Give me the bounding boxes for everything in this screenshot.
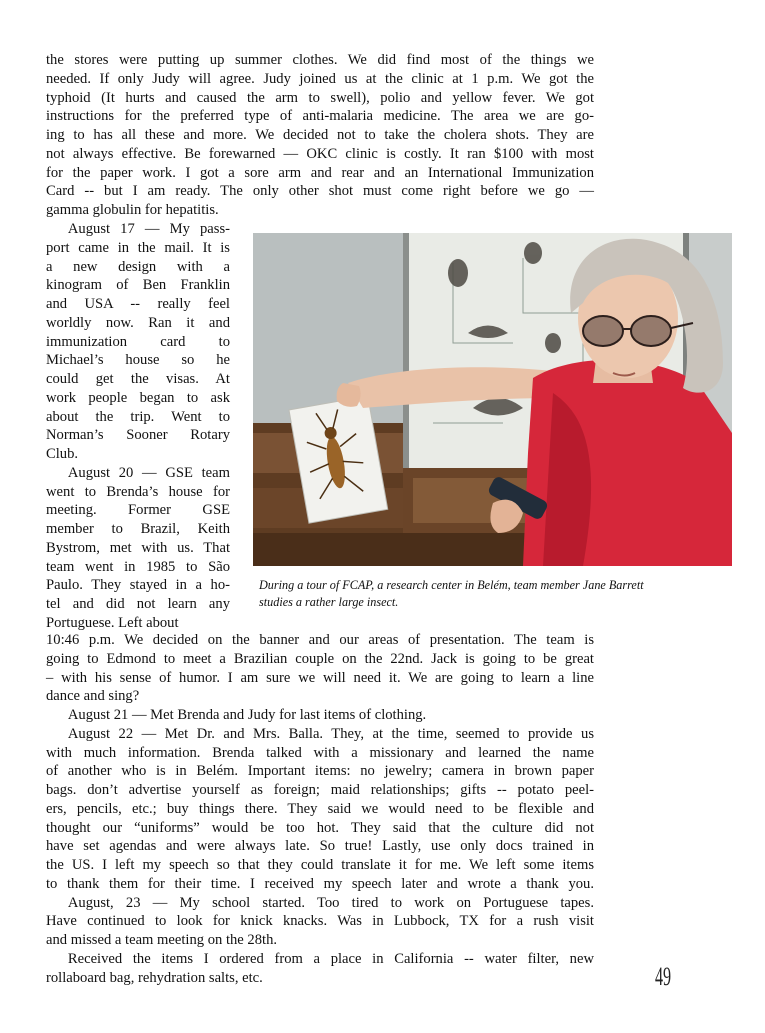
- text-line: Have continued to look for knick knacks. Was in Lubbock, TX for a rush visit: [46, 913, 594, 930]
- text-line: thought our “uniforms” would be too hot. They said that the culture did not: [46, 819, 594, 836]
- text-line: instructions for the preferred type of anti-malaria medicine. The area we are go-: [46, 108, 594, 125]
- text-line: have set agendas and were always late. So true! Lastly, use only docs trained in: [46, 838, 594, 855]
- page-number: 49: [655, 962, 672, 991]
- text-line: Norman’s Sooner Rotary: [46, 427, 230, 444]
- photo-caption: [259, 577, 729, 611]
- caption-line-2: studies a rather large insect.: [259, 595, 399, 609]
- text-line: port came in the mail. It is: [46, 239, 230, 256]
- text-line: Bystrom, met with us. That: [46, 539, 230, 556]
- text-line: meeting. Former GSE: [46, 502, 230, 519]
- text-line: the stores were putting up summer clothes. We did find most of the things we: [46, 52, 594, 68]
- text-line: team went in 1985 to São: [46, 558, 230, 575]
- caption-line-1: During a tour of FCAP, a research center in Belém, team member Jane Barrett: [259, 578, 644, 592]
- text-line: 10:46 p.m. We decided on the banner and our areas of presentation. The team is: [46, 632, 594, 648]
- text-line: went to Brenda’s house for: [46, 483, 230, 500]
- text-line: going to Edmond to meet a Brazilian couple on the 22nd. Jack is going to be great: [46, 650, 594, 667]
- photo-insect-tour: [253, 233, 732, 566]
- text-line: needed. If only Judy will agree. Judy joined us at the clinic at 1 p.m. We got the: [46, 70, 594, 87]
- text-line: with much information. Brenda talked with a missionary and learned the name: [46, 744, 594, 761]
- text-line: Club.: [46, 446, 79, 462]
- text-line: August 22 — Met Dr. and Mrs. Balla. They, at the time, seemed to provide us: [46, 725, 594, 742]
- text-line: August 17 — My pass-: [46, 221, 230, 237]
- text-line: not always effective. Be forewarned — OKC clinic is costly. It ran $100 with most: [46, 145, 594, 162]
- text-line: ing to has all these and more. We decided not to take the cholera shots. They are: [46, 127, 594, 143]
- text-line: August 20 — GSE team: [46, 464, 230, 481]
- text-line: Michael’s house so he: [46, 352, 230, 369]
- text-line: Paulo. They stayed in a ho-: [46, 577, 230, 594]
- text-line: to thank them for their time. I received my speech later and wrote a thank you.: [46, 875, 594, 892]
- text-line: about the trip. Went to: [46, 408, 230, 425]
- text-line: worldly now. Ran it and: [46, 314, 230, 331]
- text-line: ers, pencils, etc.; buy things there. They said we would need to be flexible and: [46, 800, 594, 817]
- text-line: work people began to ask: [46, 389, 230, 406]
- text-line: Card -- but I am ready. The only other shot must come right before we go —: [46, 183, 594, 200]
- text-line: immunization card to: [46, 333, 230, 350]
- text-line: – with his sense of humor. I am sure we will need it. We are going to learn a line: [46, 669, 594, 686]
- text-line: dance and sing?: [46, 688, 140, 705]
- text-line: gamma globulin for hepatitis.: [46, 202, 219, 218]
- text-line: for the paper work. I got a sore arm and rear and an International Immunization: [46, 164, 594, 181]
- text-line: August, 23 — My school started. Too tired to work on Portuguese tapes.: [46, 894, 594, 911]
- text-line: of another who is in Belém. Important items: no jewelry; camera in brown paper: [46, 763, 594, 780]
- text-line: typhoid (It hurts and caused the arm to swell), polio and yellow fever. We got: [46, 89, 594, 106]
- text-line: kinogram of Ben Franklin: [46, 277, 230, 294]
- text-line: bags. don’t advertise yourself as foreign; maid relationships; gifts -- potato peel-: [46, 782, 594, 798]
- text-line: and missed a team meeting on the 28th.: [46, 932, 278, 948]
- text-line: a new design with a: [46, 258, 230, 275]
- text-line: rollaboard bag, rehydration salts, etc.: [46, 969, 263, 986]
- text-line: and USA -- really feel: [46, 296, 230, 312]
- text-line: tel and did not learn any: [46, 596, 230, 612]
- text-line: Received the items I ordered from a place in California -- water filter, new: [46, 950, 594, 967]
- text-line: could get the visas. At: [46, 371, 230, 387]
- text-line: member to Brazil, Keith: [46, 521, 230, 537]
- text-line: Portuguese. Left about: [46, 614, 179, 631]
- text-line: August 21 — Met Brenda and Judy for last items of clothing.: [46, 707, 427, 723]
- text-line: the US. I left my speech so that they could translate it for me. We left some items: [46, 857, 594, 873]
- photo-illustration: [253, 233, 732, 566]
